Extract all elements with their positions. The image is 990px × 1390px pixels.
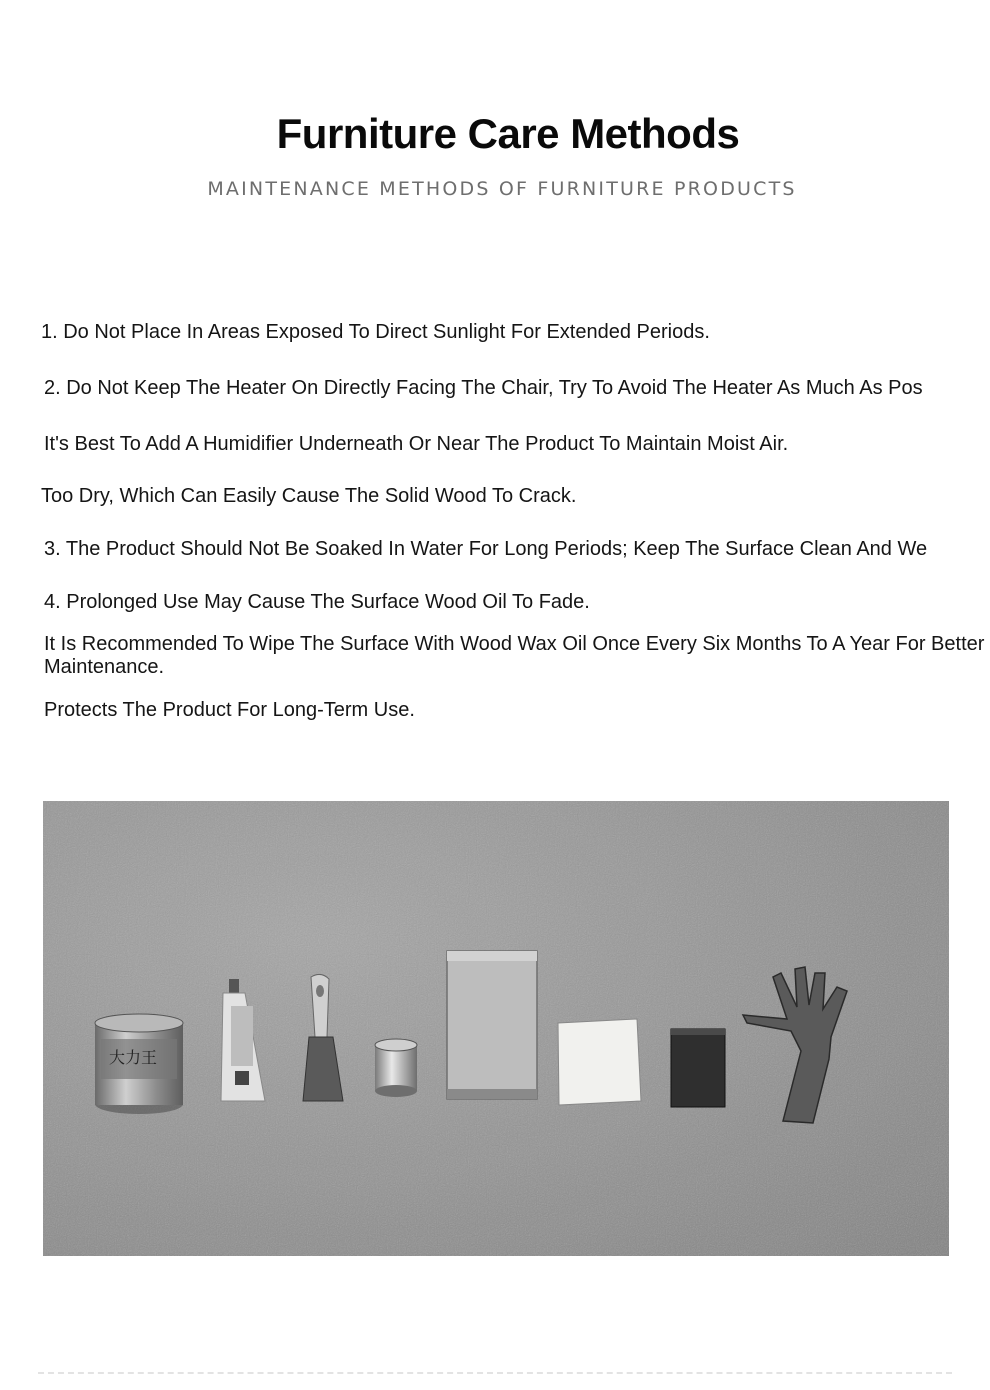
svg-text:大力王: 大力王 (109, 1048, 158, 1067)
care-line-5: 3. The Product Should Not Be Soaked In Water For Long Periods; Keep The Surface Clean And We (44, 538, 928, 560)
care-line-1: 1. Do Not Place In Areas Exposed To Direct Sunlight For Extended Periods. (41, 321, 710, 343)
dark-block-icon (671, 1029, 725, 1107)
care-line-7: It Is Recommended To Wipe The Surface With Wood Wax Oil Once Every Six Months To A Year For Better Maintenance. (44, 633, 985, 678)
care-line-2: 2. Do Not Keep The Heater On Directly Facing The Chair, Try To Avoid The Heater As Much As Pos (44, 377, 923, 399)
care-line-4: Too Dry, Which Can Easily Cause The Solid Wood To Crack. (41, 485, 577, 507)
care-line-8: Protects The Product For Long-Term Use. (44, 699, 415, 721)
sanding-sponge-icon (447, 951, 537, 1099)
page-subtitle: MAINTENANCE METHODS OF FURNITURE PRODUCTS (207, 178, 797, 200)
wax-tin-icon (95, 1014, 183, 1114)
care-line-6: 4. Prolonged Use May Cause The Surface Wood Oil To Fade. (44, 591, 590, 613)
care-kit-illustration (43, 801, 949, 1256)
care-line-3: It's Best To Add A Humidifier Underneath Or Near The Product To Maintain Moist Air. (44, 433, 789, 455)
small-cup-icon (375, 1039, 417, 1097)
care-kit-photo (43, 801, 949, 1256)
bottom-divider (38, 1372, 952, 1374)
page-title: Furniture Care Methods (276, 110, 740, 157)
white-pad-icon (558, 1019, 641, 1105)
